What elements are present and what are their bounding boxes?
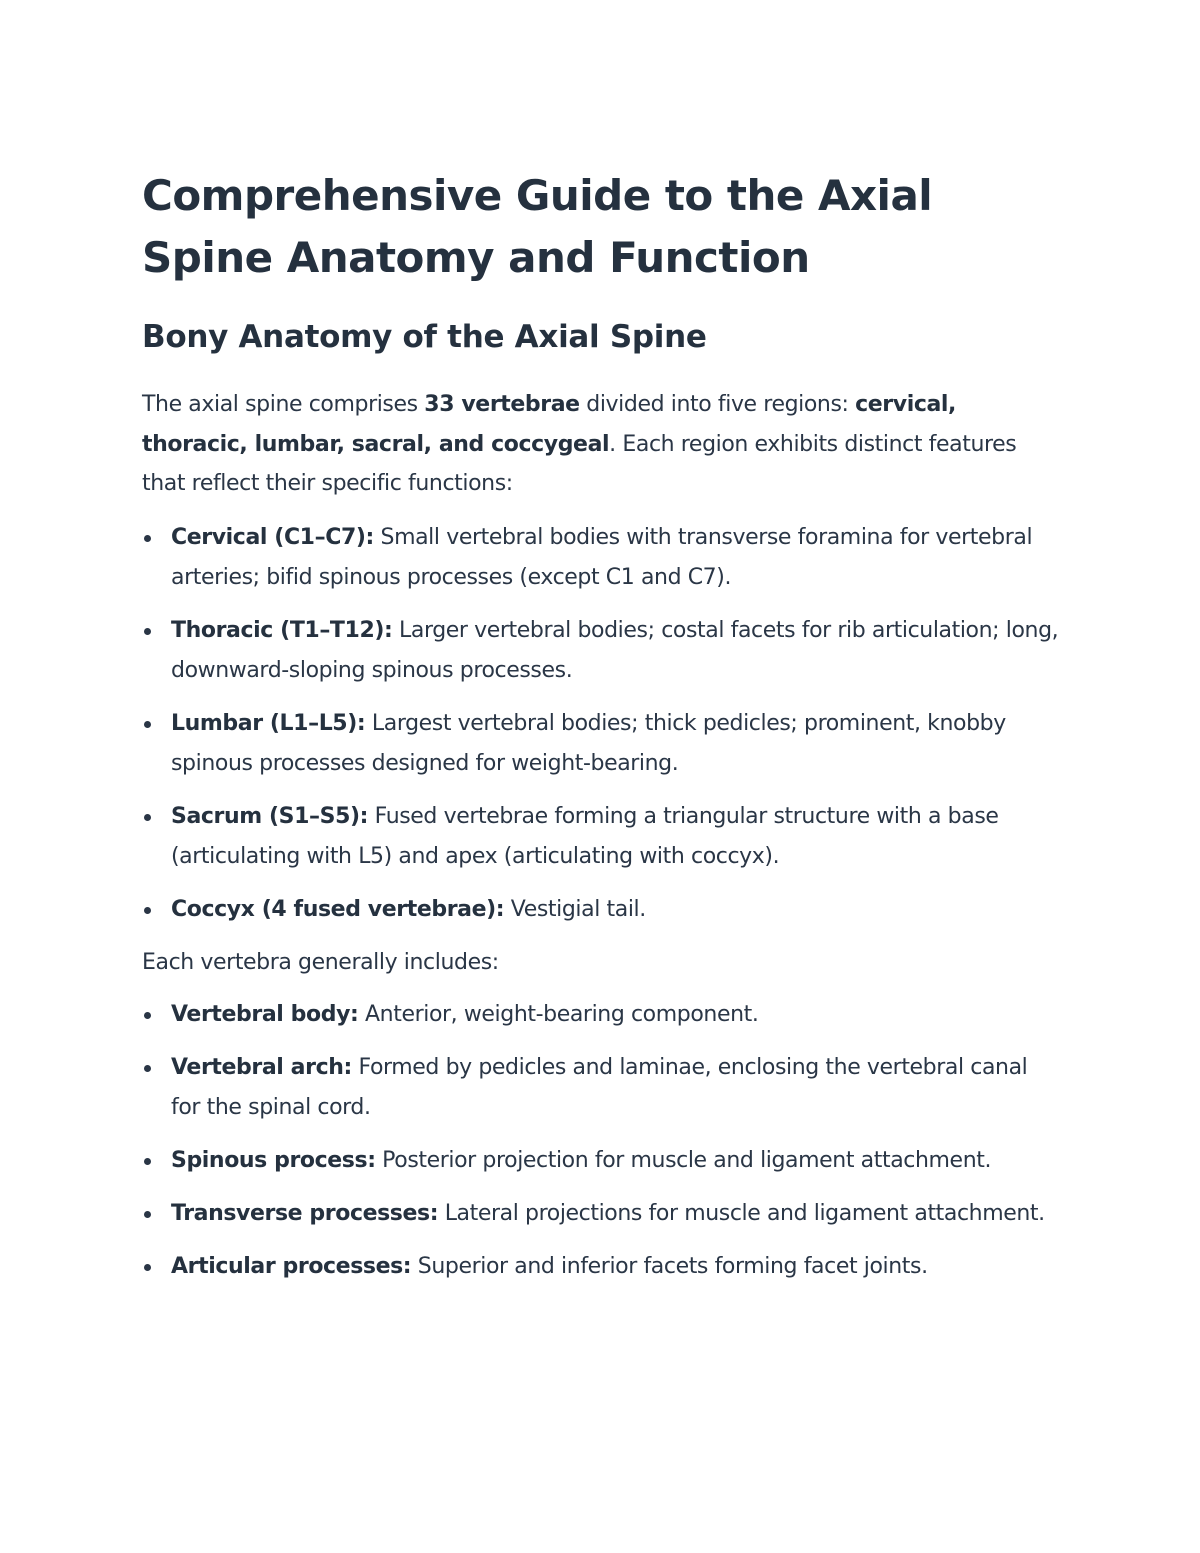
item-description: Largest vertebral bodies; thick pedicles; prominent, knobby spinous processes designed for weight-bearing. [171, 710, 1006, 776]
item-term: Vertebral arch: [171, 1055, 352, 1080]
intro-bold-1: 33 vertebrae [424, 392, 580, 417]
list-item [142, 995, 1062, 1035]
item-term: Thoracic (T1–T12): [171, 617, 393, 643]
bullet-icon [144, 1012, 151, 1019]
item-description: Posterior projection for muscle and ligament attachment. [375, 1148, 992, 1173]
regions-list [142, 518, 1062, 930]
item-term: Coccyx (4 fused vertebrae): [171, 896, 505, 922]
item-term: Lumbar (L1–L5): [171, 710, 366, 736]
bullet-icon [144, 721, 151, 728]
item-description: Anterior, weight-bearing component. [358, 1002, 759, 1027]
item-term: Articular processes: [171, 1254, 412, 1279]
intro-text-2: divided into five regions: [579, 392, 856, 417]
item-term: Transverse processes: [171, 1201, 439, 1226]
bullet-icon [144, 1211, 151, 1218]
bullet-icon [144, 907, 151, 914]
page-title [142, 165, 1062, 289]
intro-paragraph [142, 385, 1062, 504]
item-term: Sacrum (S1–S5): [171, 803, 369, 829]
bullet-icon [144, 535, 151, 542]
bullet-icon [144, 1264, 151, 1271]
item-term: Spinous process: [171, 1148, 376, 1173]
item-description: Formed by pedicles and laminae, enclosing the vertebral canal for the spinal cord. [171, 1055, 1028, 1120]
item-description: Fused vertebrae forming a triangular structure with a base (articulating with L5) and apex (articulating with coccyx). [171, 803, 999, 869]
intro-text-1: The axial spine comprises [142, 392, 425, 417]
section-heading: Bony Anatomy of the Axial Spine [142, 319, 707, 355]
document-page [142, 165, 1062, 1300]
list-item [142, 1048, 1062, 1128]
item-term: Vertebral body: [171, 1002, 359, 1027]
item-description: Larger vertebral bodies; costal facets for rib articulation; long, downward-sloping spinous processes. [171, 617, 1059, 683]
bullet-icon [144, 814, 151, 821]
item-description: Small vertebral bodies with transverse foramina for vertebral arteries; bifid spinous processes (except C1 and C7). [171, 524, 1033, 590]
bullet-icon [144, 628, 151, 635]
item-term: Cervical (C1–C7): [171, 524, 374, 550]
intro-text-3: . Each region exhibits distinct features that reflect their specific functions: [142, 431, 1017, 496]
item-description: Vestigial tail. [504, 896, 646, 922]
list-item [142, 611, 1062, 691]
bullet-icon [144, 1065, 151, 1072]
title-line-1: Comprehensive Guide to the Axial [142, 171, 933, 220]
title-line-2: Spine Anatomy and Function [142, 233, 810, 282]
components-list [142, 995, 1062, 1287]
item-description: Superior and inferior facets forming facet joints. [411, 1254, 928, 1279]
list-item [142, 890, 1062, 930]
list-item [142, 797, 1062, 877]
vertebra-lead: Each vertebra generally includes: [142, 949, 499, 975]
list-item [142, 1194, 1062, 1234]
bullet-icon [144, 1158, 151, 1165]
intro-bold-2: cervical, thoracic, lumbar, sacral, and coccygeal [142, 392, 957, 457]
list-item [142, 1247, 1062, 1287]
list-item [142, 704, 1062, 784]
list-item [142, 1141, 1062, 1181]
list-item [142, 518, 1062, 598]
item-description: Lateral projections for muscle and ligament attachment. [438, 1201, 1045, 1226]
